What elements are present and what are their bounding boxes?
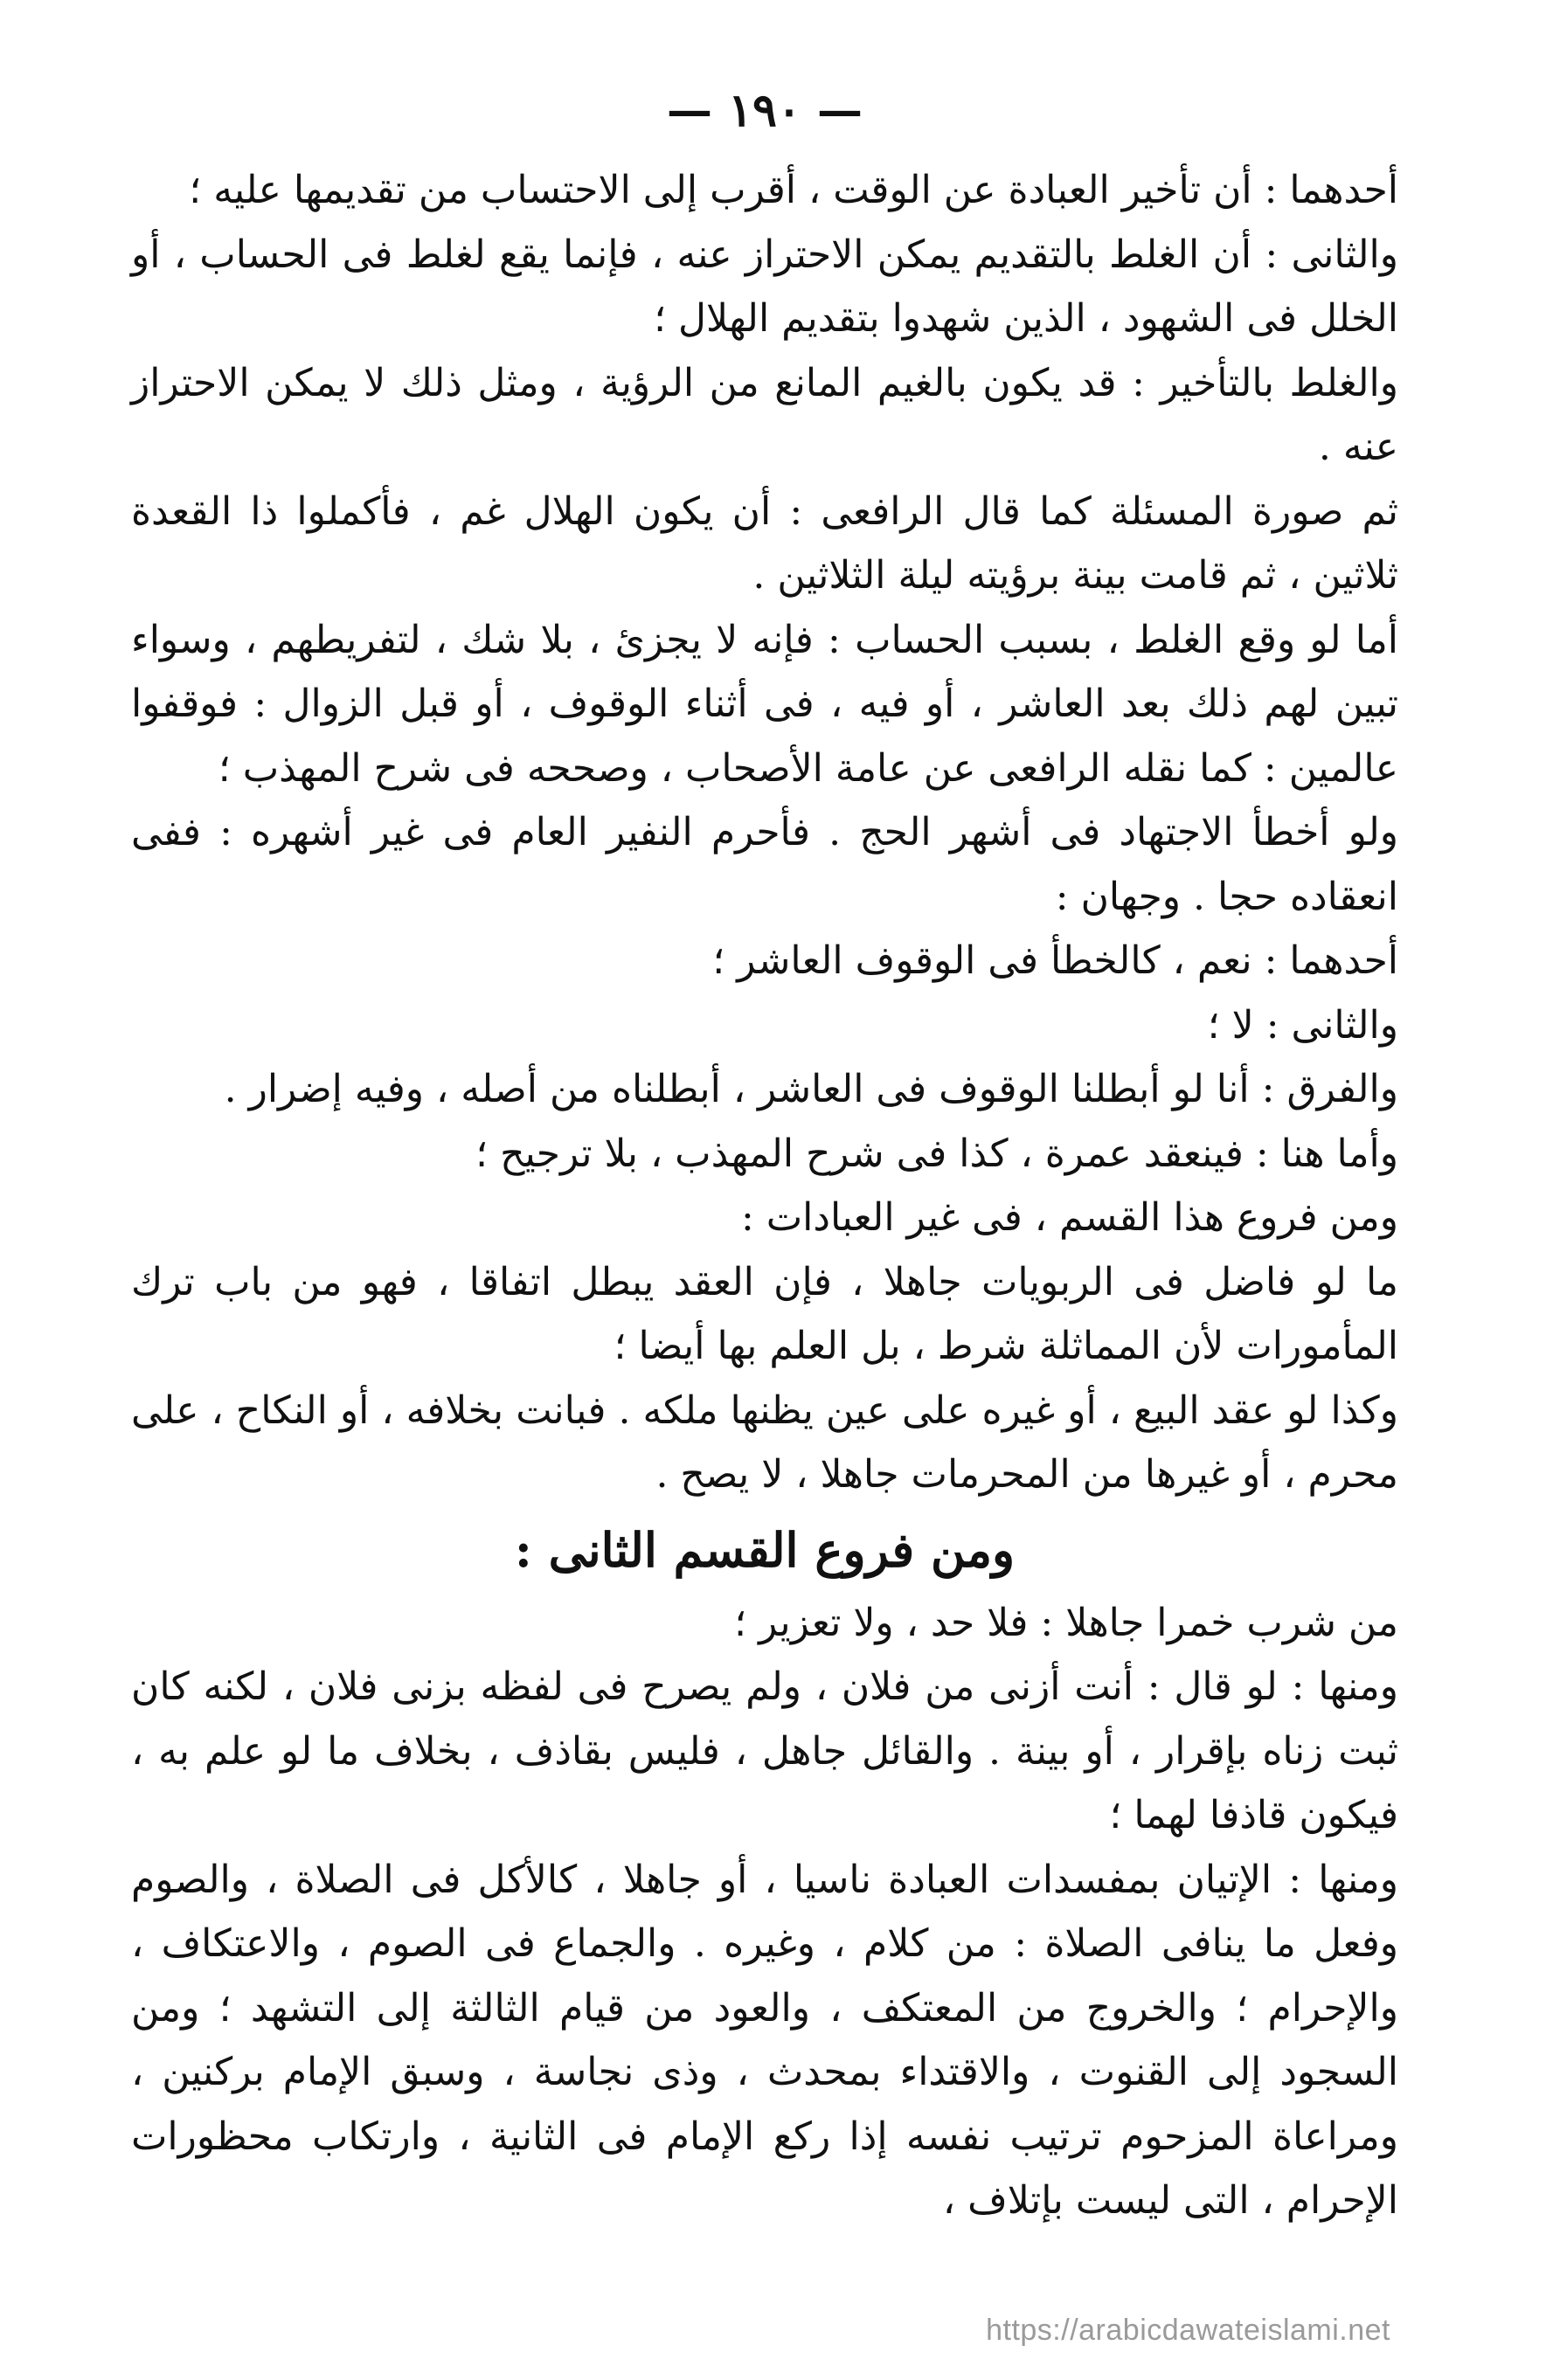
paragraph: وكذا لو عقد البيع ، أو غيره على عين يظنها ملكه . فبانت بخلافه ، أو النكاح ، على محرم ، أو غيرها من المحرمات جاهلا ، لا يصح . bbox=[131, 1387, 1398, 1497]
paragraph: ومن فروع هذا القسم ، فى غير العبادات : bbox=[740, 1195, 1398, 1240]
paragraph: ومنها : لو قال : أنت أزنى من فلان ، ولم يصرح فى لفظه بزنى فلان ، لكنه كان ثبت زناه بإقرار ، أو بينة . والقائل جاهل ، فليس بقاذف ، بخلاف ما لو علم به ، فيكون قاذفا لهما ؛ bbox=[131, 1664, 1398, 1837]
paragraph: ومنها : الإتيان بمفسدات العبادة ناسيا ، أو جاهلا ، كالأكل فى الصلاة ، والصوم وفعل ما ينافى الصلاة : من كلام ، وغيره . والجماع فى الصوم ، والاعتكاف ، والإحرام ؛ والخروج من المعتكف ، والعود من قيام الثالثة إلى التشهد ؛ ومن السجود إلى القنوت ، والاقتداء بمحدث ، وذى نجاسة ، وسبق الإمام بركنين ، ومراعاة المزحوم ترتيب نفسه إذا ركع الإمام فى الثانية ، وارتكاب محظورات الإحرام ، التى ليست بإتلاف ، bbox=[131, 1857, 1398, 2223]
paragraph: والغلط بالتأخير : قد يكون بالغيم المانع من الرؤية ، ومثل ذلك لا يمكن الاحتراز عنه . bbox=[131, 360, 1398, 469]
paragraph: من شرب خمرا جاهلا : فلا حد ، ولا تعزير ؛ bbox=[734, 1600, 1398, 1645]
page-body bbox=[131, 83, 1398, 2328]
paragraph: ثم صورة المسئلة كما قال الرافعى : أن يكون الهلال غم ، فأكملوا ذا القعدة ثلاثين ، ثم قامت بينة برؤيته ليلة الثلاثين . bbox=[131, 488, 1398, 598]
paragraph: أحدهما : أن تأخير العبادة عن الوقت ، أقرب إلى الاحتساب من تقديمها عليه ؛ bbox=[189, 168, 1398, 212]
paragraph: والفرق : أنا لو أبطلنا الوقوف فى العاشر ، أبطلناه من أصله ، وفيه إضرار . bbox=[224, 1067, 1398, 1111]
paragraph: ولو أخطأ الاجتهاد فى أشهر الحج . فأحرم النفير العام فى غير أشهره : ففى انعقاده حجا . وجهان : bbox=[131, 810, 1398, 919]
section-heading: ومن فروع القسم الثانى : bbox=[514, 1521, 1016, 1578]
watermark-url: https://arabicdawateislami.net bbox=[986, 2314, 1390, 2347]
paragraph: والثانى : أن الغلط بالتقديم يمكن الاحتراز عنه ، فإنما يقع لغلط فى الحساب ، أو الخلل فى الشهود ، الذين شهدوا بتقديم الهلال ؛ bbox=[131, 232, 1398, 341]
paragraph: وأما هنا : فينعقد عمرة ، كذا فى شرح المهذب ، بلا ترجيح ؛ bbox=[475, 1131, 1398, 1176]
paragraph: ما لو فاضل فى الربويات جاهلا ، فإن العقد يبطل اتفاقا ، فهو من باب ترك المأمورات لأن المماثلة شرط ، بل العلم بها أيضا ؛ bbox=[131, 1259, 1398, 1368]
page-number: — ١٩٠ — bbox=[666, 84, 863, 137]
paragraph: والثانى : لا ؛ bbox=[1207, 1002, 1398, 1048]
paragraph: أما لو وقع الغلط ، بسبب الحساب : فإنه لا يجزئ ، بلا شك ، لتفريطهم ، وسواء تبين لهم ذلك بعد العاشر ، أو فيه ، فى أثناء الوقوف ، أو قبل الزوال : فوقفوا عالمين : كما نقله الرافعى عن عامة الأصحاب ، وصححه فى شرح المهذب ؛ bbox=[131, 617, 1399, 791]
paragraph: أحدهما : نعم ، كالخطأ فى الوقوف العاشر ؛ bbox=[712, 938, 1398, 983]
